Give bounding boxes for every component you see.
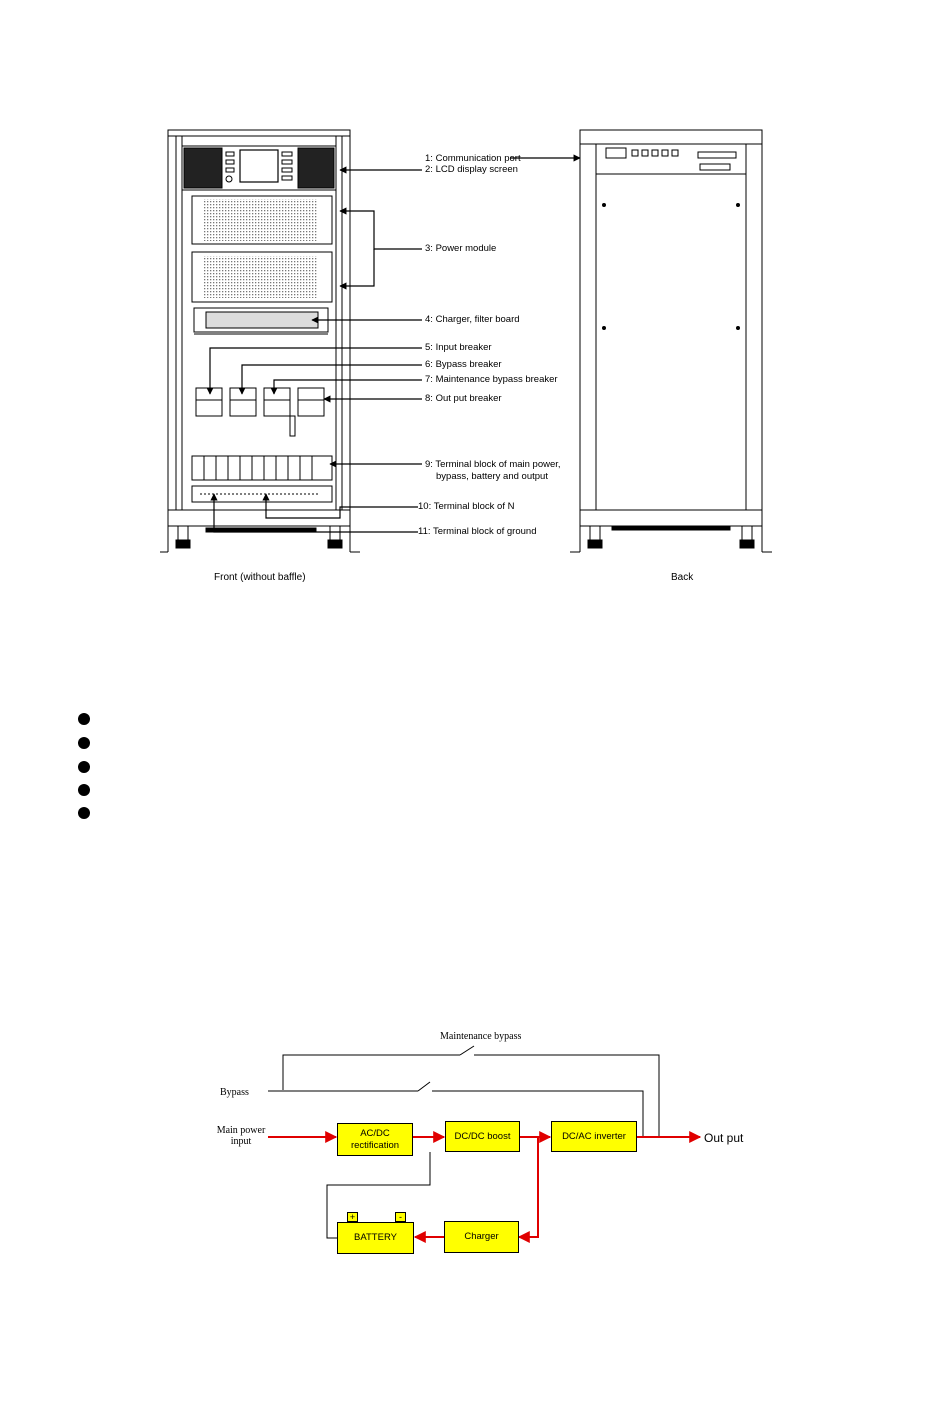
label-communication-port: 1: Communication port: [425, 153, 521, 164]
caption-front: Front (without baffle): [214, 572, 306, 583]
battery-minus-terminal: -: [395, 1212, 406, 1222]
dcac-inverter-box: DC/AC inverter: [551, 1121, 637, 1152]
label-charger-filter: 4: Charger, filter board: [425, 314, 520, 325]
maint-bypass-switch: [460, 1046, 474, 1055]
label-terminal-ground: 11: Terminal block of ground: [418, 526, 537, 537]
bypass-switch: [418, 1082, 430, 1091]
label-maintenance-bypass-breaker: 7: Maintenance bypass breaker: [425, 374, 558, 385]
battery-plus-terminal: +: [347, 1212, 358, 1222]
leader-7: [274, 380, 422, 394]
leader-3b: [340, 249, 374, 286]
back-cabinet: [570, 130, 772, 552]
label-main-power-input: Main power input: [216, 1125, 266, 1147]
front-cabinet: [160, 130, 360, 552]
charger-box: Charger: [444, 1221, 519, 1253]
label-output: Out put: [704, 1131, 744, 1145]
dcdc-boost-box: DC/DC boost: [445, 1121, 520, 1152]
bullet-4: [78, 784, 90, 796]
leader-3a: [340, 211, 422, 249]
label-terminal-main: 9: Terminal block of main power,: [425, 459, 561, 470]
bullet-2: [78, 737, 90, 749]
bullet-3: [78, 761, 90, 773]
maint-bypass-line-left: [283, 1055, 460, 1090]
acdc-rectification-box: AC/DC rectification: [337, 1123, 413, 1156]
bullet-5: [78, 807, 90, 819]
to-charger-arrow: [519, 1137, 538, 1237]
label-terminal-n: 10: Terminal block of N: [418, 501, 515, 512]
caption-back: Back: [671, 572, 694, 583]
label-input-breaker: 5: Input breaker: [425, 342, 492, 353]
battery-box: BATTERY: [337, 1222, 414, 1254]
label-power-module: 3: Power module: [425, 243, 497, 254]
label-bypass-breaker: 6: Bypass breaker: [425, 359, 502, 370]
label-output-breaker: 8: Out put breaker: [425, 393, 502, 404]
label-bypass: Bypass: [220, 1087, 249, 1098]
label-lcd-display: 2: LCD display screen: [425, 164, 518, 175]
label-terminal-main-2: bypass, battery and output: [436, 471, 548, 482]
label-maintenance-bypass: Maintenance bypass: [440, 1031, 522, 1042]
bullet-1: [78, 713, 90, 725]
